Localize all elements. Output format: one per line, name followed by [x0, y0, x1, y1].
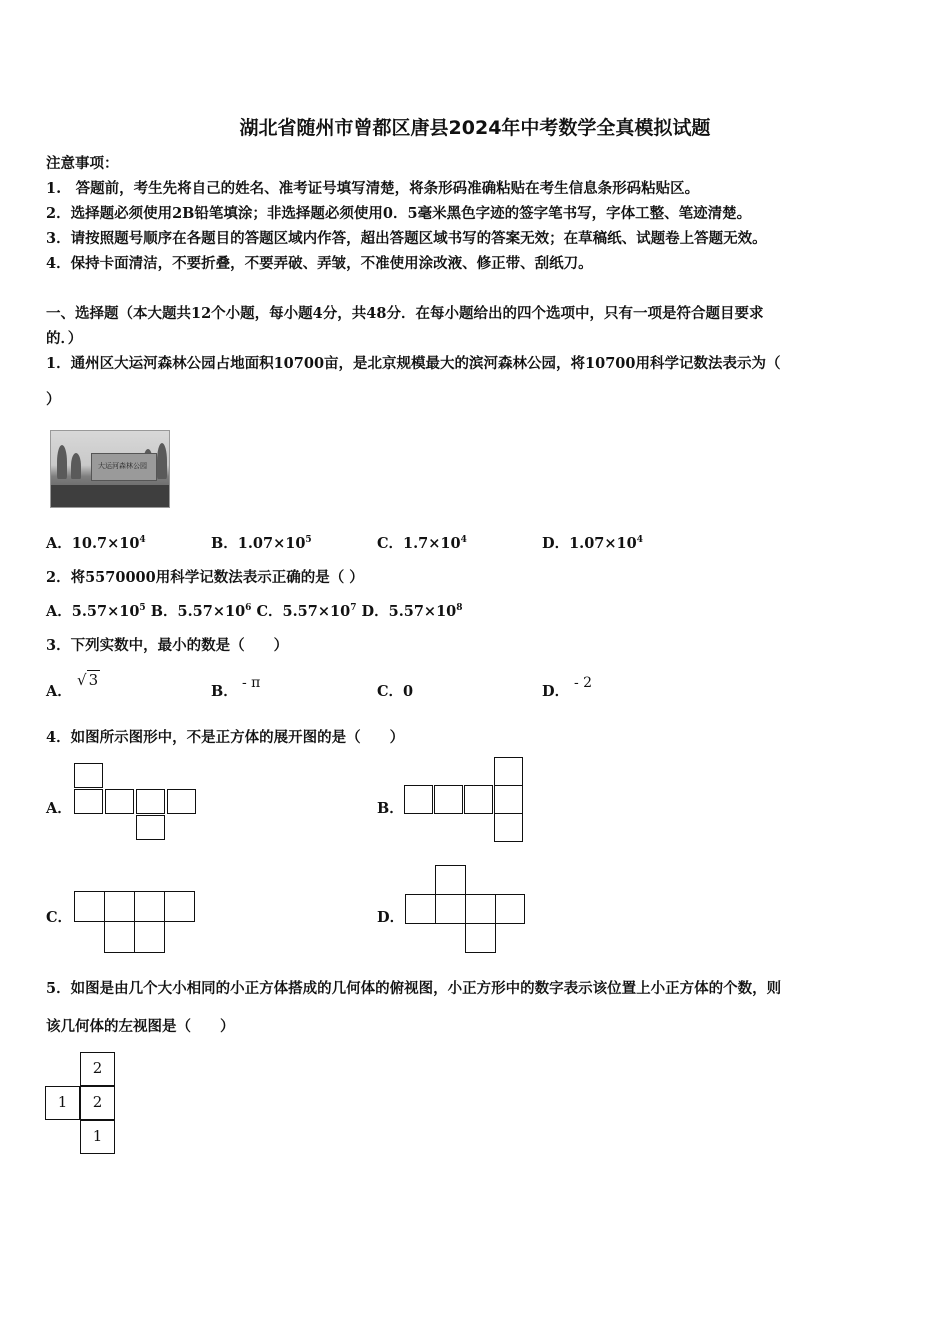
park-photo — [50, 430, 170, 508]
q1-stem-cont: ） — [46, 391, 61, 408]
grid-cell: 1 — [45, 1086, 80, 1120]
park-sign-text: 大运河森林公园 — [98, 462, 147, 470]
q3-option-a-label[interactable]: A． — [46, 683, 72, 700]
grid-cell: 2 — [80, 1052, 115, 1086]
q4-option-a-label[interactable]: A． — [46, 800, 72, 817]
q2-option-b[interactable]: B．$5.57\times 10^6$ — [150, 603, 252, 620]
q1-stem: 1．通州区大运河森林公园占地面积10700亩，是北京规模最大的滨河森林公园，将10700用科学记数法表示为（ — [46, 355, 781, 372]
q5-stem: 5．如图是由几个大小相同的小正方体搭成的几何体的俯视图，小正方形中的数字表示该位置上小正方体的个数，则 — [46, 980, 782, 997]
q4-stem: 4．如图所示图形中，不是正方体的展开图的是（ ） — [46, 729, 405, 746]
grid-cell: 1 — [80, 1120, 115, 1154]
q3-option-d-value: - 2 — [574, 675, 593, 691]
q2-option-d[interactable]: D．$5.57\times 10^8$ — [361, 603, 463, 620]
q4-option-d-label[interactable]: D． — [377, 909, 405, 926]
q3-option-b-value: - π — [242, 675, 261, 691]
notice-heading: 注意事项： — [46, 155, 119, 172]
q2-options — [46, 600, 463, 621]
q1-option-b[interactable]: B．$1.07\times 10^5$ — [211, 535, 312, 552]
q1-option-a[interactable]: A．$10.7\times 10^4$ — [46, 535, 146, 552]
q2-stem: 2．将5570000用科学记数法表示正确的是（ ） — [46, 569, 364, 586]
q2-option-c[interactable]: C．$5.57\times 10^7$ — [256, 603, 357, 620]
q3-option-a-value: √ 3 — [77, 671, 99, 689]
q3-stem: 3．下列实数中，最小的数是（ ） — [46, 637, 289, 654]
q4-option-c-label[interactable]: C． — [46, 909, 73, 926]
grid-cell: 2 — [80, 1086, 115, 1120]
q2-option-a[interactable]: A．$5.57\times 10^5$ — [46, 603, 146, 620]
q3-option-d-label[interactable]: D． — [542, 683, 570, 700]
notice-item: 4．保持卡面清洁，不要折叠，不要弄破、弄皱，不准使用涂改液、修正带、刮纸刀。 — [46, 255, 593, 272]
section-heading: 一、选择题（本大题共12个小题，每小题4分，共48分．在每小题给出的四个选项中，只有一项是符合题目要求 — [46, 305, 764, 322]
q1-option-d[interactable]: D．$1.07\times 10^4$ — [542, 535, 643, 552]
q3-option-b-label[interactable]: B． — [211, 683, 238, 700]
q4-option-b-label[interactable]: B． — [377, 800, 404, 817]
notice-item: 2．选择题必须使用2B铅笔填涂；非选择题必须使用0．5毫米黑色字迹的签字笔书写，字体工整、笔迹清楚。 — [46, 205, 752, 222]
notice-item: 3．请按照题号顺序在各题目的答题区域内作答，超出答题区域书写的答案无效；在草稿纸、试题卷上答题无效。 — [46, 230, 767, 247]
q1-option-c[interactable]: C．$1.7\times 10^4$ — [377, 535, 467, 552]
notice-item: 1. 答题前，考生先将自己的姓名、准考证号填写清楚，将条形码准确粘贴在考生信息条形码粘贴区。 — [46, 180, 700, 197]
section-heading-cont: 的．） — [46, 330, 83, 347]
q5-stem-cont: 该几何体的左视图是（ ） — [46, 1018, 235, 1035]
page-title: 湖北省随州市曾都区唐县2024年中考数学全真模拟试题 — [239, 117, 711, 139]
q3-option-c-label[interactable]: C．0 — [377, 683, 414, 700]
